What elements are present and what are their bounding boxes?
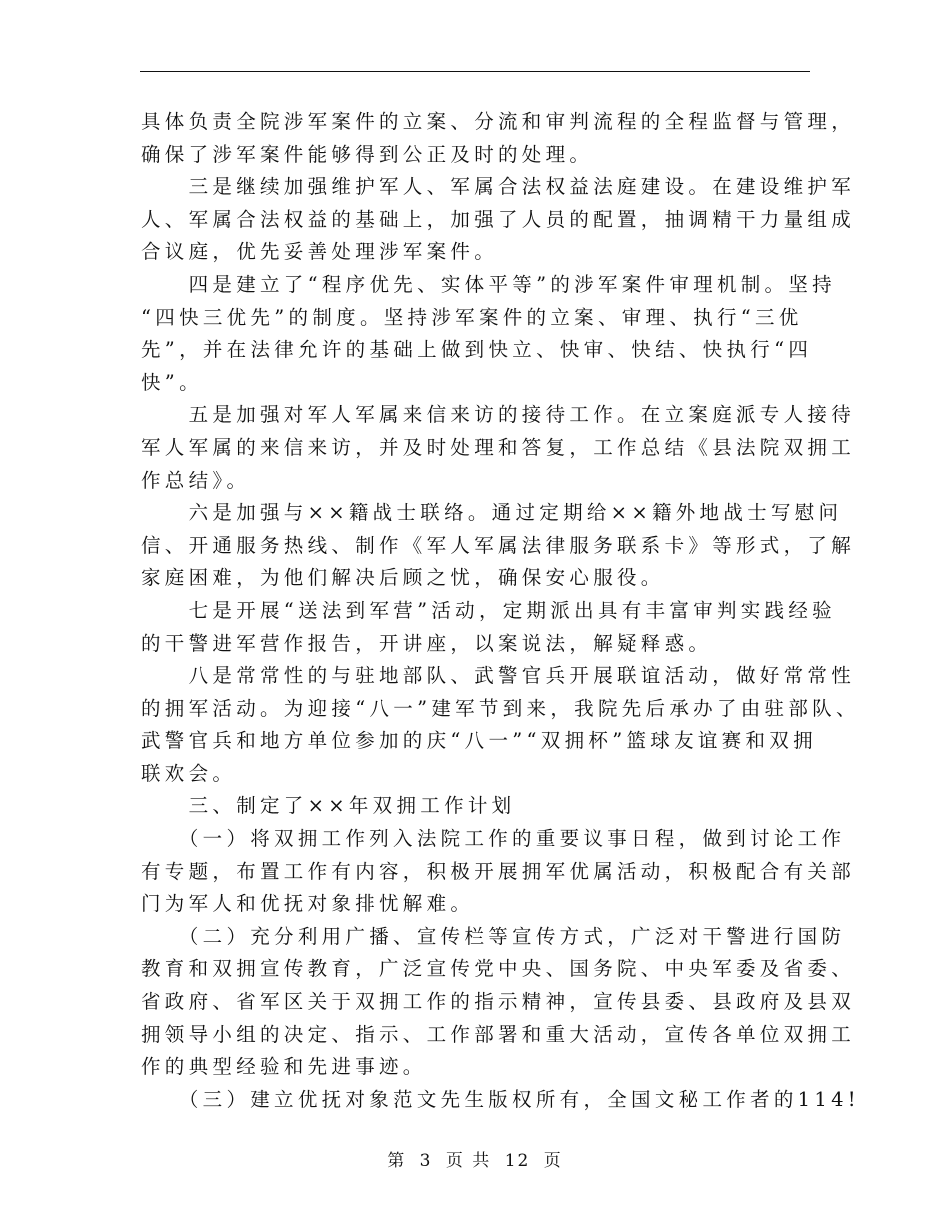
header-rule (140, 71, 810, 72)
text-line: 有专题，布置工作有内容，积极开展拥军优属活动，积极配合有关部 (141, 859, 856, 883)
text-line: 七是开展“送法到军营”活动，定期派出具有丰富审判实践经验 (141, 598, 836, 622)
text-line: 联欢会。 (141, 761, 237, 785)
text-line: 作的典型经验和先进事迹。 (141, 1055, 427, 1079)
text-line: 门为军人和优抚对象排忧解难。 (141, 892, 475, 916)
text-line: 四是建立了“程序优先、实体平等”的涉军案件审理机制。坚持 (141, 272, 836, 296)
text-line: （三）建立优抚对象范文先生版权所有，全国文秘工作者的114! (141, 1087, 860, 1111)
text-line: 省政府、省军区关于双拥工作的指示精神，宣传县委、县政府及县双 (141, 990, 856, 1014)
footer-prefix: 第 (387, 1151, 407, 1171)
text-line: 快”。 (141, 370, 203, 394)
text-line: 三是继续加强维护军人、军属合法权益法庭建设。在建设维护军 (141, 175, 856, 199)
text-line: 确保了涉军案件能够得到公正及时的处理。 (141, 142, 594, 166)
text-line: 六是加强与××籍战士联络。通过定期给××籍外地战士写慰问 (141, 501, 843, 525)
text-line: 教育和双拥宣传教育，广泛宣传党中央、国务院、中央军委及省委、 (141, 957, 856, 981)
text-line: （二）充分利用广播、宣传栏等宣传方式，广泛对干警进行国防 (141, 924, 846, 948)
text-line: 家庭困难，为他们解决后顾之忧，确保安心服役。 (141, 566, 665, 590)
text-line: 作总结》。 (141, 468, 251, 492)
page-number: 3 (419, 1151, 433, 1171)
text-line: 五是加强对军人军属来信来访的接待工作。在立案庭派专人接待 (141, 403, 856, 427)
text-line: 合议庭，优先妥善处理涉军案件。 (141, 240, 499, 264)
text-line: 先”，并在法律允许的基础上做到快立、快审、快结、快执行“四 (141, 338, 813, 362)
text-line: 武警官兵和地方单位参加的庆“八一”“双拥杯”篮球友谊赛和双拥 (141, 729, 817, 753)
section-heading: 三、制定了××年双拥工作计划 (141, 794, 516, 818)
text-line: 拥领导小组的决定、指示、工作部署和重大活动，宣传各单位双拥工 (141, 1022, 856, 1046)
page-total: 12 (504, 1151, 531, 1171)
text-line: 人、军属合法权益的基础上，加强了人员的配置，抽调精干力量组成 (141, 207, 856, 231)
text-line: 信、开通服务热线、制作《军人军属法律服务联系卡》等形式，了解 (141, 533, 856, 557)
text-line: 具体负责全院涉军案件的立案、分流和审判流程的全程监督与管理， (141, 110, 856, 133)
footer-middle: 页 共 (445, 1151, 492, 1171)
text-line: 的拥军活动。为迎接“八一”建军节到来，我院先后承办了由驻部队、 (141, 696, 860, 720)
text-line: （一）将双拥工作列入法院工作的重要议事日程，做到讨论工作 (141, 827, 846, 851)
text-line: 军人军属的来信来访，并及时处理和答复，工作总结《县法院双拥工 (141, 435, 856, 459)
text-line: 八是常常性的与驻地部队、武警官兵开展联谊活动，做好常常性 (141, 664, 856, 688)
footer-suffix: 页 (543, 1151, 563, 1171)
text-line: 的干警进军营作报告，开讲座，以案说法，解疑释惑。 (141, 631, 713, 655)
body-text (141, 106, 860, 1116)
page-footer (0, 1146, 950, 1171)
text-line: “四快三优先”的制度。坚持涉军案件的立案、审理、执行“三优 (141, 305, 803, 329)
